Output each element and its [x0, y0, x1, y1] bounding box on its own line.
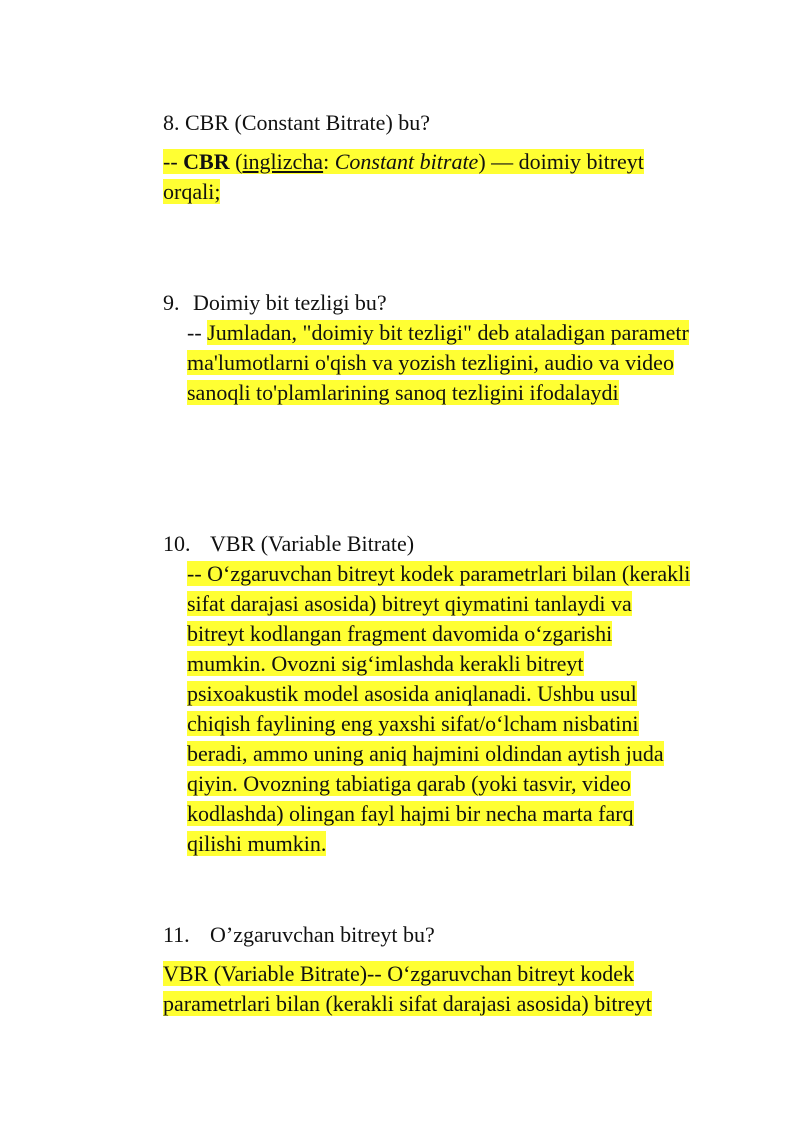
q9-answer-line-1-text: Jumladan, "doimiy bit tezligi" deb ataladigan parametr: [207, 320, 689, 345]
q10-answer-line-3: [187, 619, 690, 649]
q8-heading: [163, 108, 430, 138]
q8-inglizcha-link[interactable]: inglizcha: [242, 149, 324, 174]
q9-answer-line-1: [187, 318, 689, 348]
q10-answer-line-2-text: sifat darajasi asosida) bitreyt qiymatini tanlaydi va: [187, 591, 632, 616]
q10-number: 10.: [163, 531, 191, 556]
q10-answer-line-6-text: chiqish faylining eng yaxshi sifat/o‘lcham nisbatini: [187, 711, 639, 736]
q9-answer-line-3: [187, 378, 689, 408]
q10-answer-line-10: [187, 829, 690, 859]
q10-answer-line-10-text: qilishi mumkin.: [187, 831, 327, 856]
q10-answer-line-8: [187, 769, 690, 799]
q8-cbr-term: CBR: [183, 149, 230, 174]
q8-paren-open: (: [229, 149, 243, 174]
q8-rest-line-1: ) — doimiy bitreyt: [478, 149, 644, 174]
q9-answer-line-3-text: sanoqli to'plamlarining sanoq tezligini ifodalaydi: [187, 380, 619, 405]
q10-answer-line-4-text: mumkin. Ovozni sig‘imlashda kerakli bitreyt: [187, 651, 584, 676]
q10-answer-line-5: [187, 679, 690, 709]
q10-answer-line-8-text: qiyin. Ovozning tabiatiga qarab (yoki tasvir, video: [187, 771, 631, 796]
q8-answer: [163, 147, 644, 207]
q10-answer-line-6: [187, 709, 690, 739]
q10-answer-line-1-text: -- O‘zgaruvchan bitreyt kodek parametrlari bilan (kerakli: [187, 561, 691, 586]
q10-answer-line-1: [187, 559, 690, 589]
q11-answer-line-1: [163, 959, 652, 989]
q8-colon: :: [323, 149, 335, 174]
q11-answer-line-2: [163, 989, 652, 1019]
q8-heading-text: 8. CBR (Constant Bitrate) bu?: [163, 110, 431, 135]
q8-answer-line-1: [163, 147, 644, 177]
q9-heading: [163, 288, 387, 318]
q10-answer-line-7: [187, 739, 690, 769]
q9-answer: [187, 318, 689, 408]
q10-answer-line-7-text: beradi, ammo uning aniq hajmini oldindan aytish juda: [187, 741, 664, 766]
q10-heading: [163, 529, 414, 559]
q9-title: Doimiy bit tezligi bu?: [193, 290, 387, 315]
q11-title: O’zgaruvchan bitreyt bu?: [210, 922, 435, 947]
q10-answer-line-5-text: psixoakustik model asosida aniqlanadi. Ushbu usul: [187, 681, 637, 706]
q11-answer: [163, 959, 652, 1019]
q11-answer-line-1-text: VBR (Variable Bitrate)-- O‘zgaruvchan bitreyt kodek: [163, 961, 634, 986]
q10-answer: [187, 559, 690, 859]
q10-answer-line-9-text: kodlashda) olingan fayl hajmi bir necha marta farq: [187, 801, 634, 826]
q9-number: 9.: [163, 290, 180, 315]
q9-dash: --: [187, 320, 208, 345]
q8-answer-line-1-highlight: [163, 149, 644, 174]
q8-dash: --: [163, 149, 184, 174]
q8-constant-bitrate: Constant bitrate: [334, 149, 479, 174]
q10-title: VBR (Variable Bitrate): [210, 531, 415, 556]
q10-answer-line-4: [187, 649, 690, 679]
q9-answer-line-2: [187, 348, 689, 378]
q8-answer-line-2-text: orqali;: [163, 179, 221, 204]
q11-answer-line-2-text: parametrlari bilan (kerakli sifat darajasi asosida) bitreyt: [163, 991, 652, 1016]
q10-answer-line-9: [187, 799, 690, 829]
q8-answer-line-2: [163, 177, 644, 207]
q10-answer-line-2: [187, 589, 690, 619]
q11-heading: [163, 920, 435, 950]
q11-number: 11.: [163, 922, 190, 947]
q9-answer-line-2-text: ma'lumotlarni o'qish va yozish tezligini, audio va video: [187, 350, 674, 375]
q10-answer-line-3-text: bitreyt kodlangan fragment davomida o‘zgarishi: [187, 621, 613, 646]
